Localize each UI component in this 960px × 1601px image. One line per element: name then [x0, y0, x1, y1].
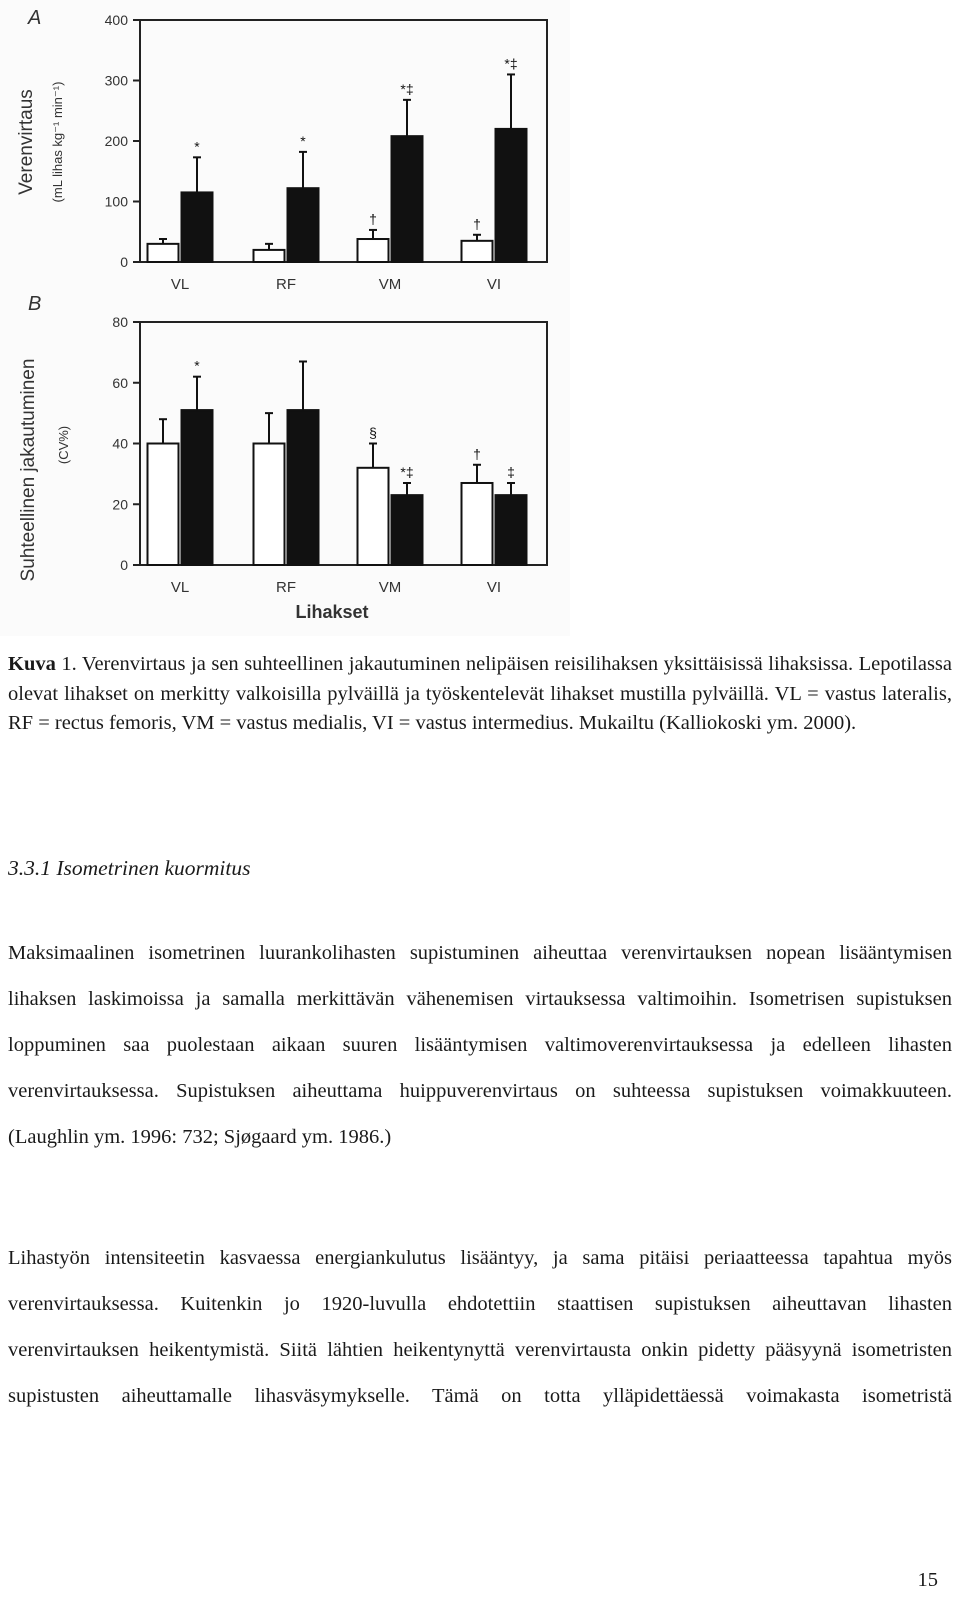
panel-b-x-tick-label: RF — [276, 579, 296, 596]
panel-b-bar — [392, 495, 423, 565]
panel-a-bar — [462, 241, 493, 262]
section-heading: 3.3.1 Isometrinen kuormitus — [8, 856, 251, 880]
panel-b-y-tick-label: 0 — [120, 557, 128, 573]
bar-chart-figure — [0, 0, 570, 636]
panel-b-x-tick-label: VL — [170, 579, 190, 596]
panel-b-bar — [254, 444, 285, 566]
panel-a-y-title: Verenvirtaus — [16, 89, 37, 195]
figure-caption — [8, 650, 952, 739]
panel-a-bar — [254, 250, 285, 262]
panel-a-y-unit: (mL lihas kg⁻¹ min⁻¹) — [50, 81, 65, 203]
panel-a-x-tick-label: VM — [378, 276, 402, 293]
panel-b-bar — [462, 483, 493, 565]
panel-b-y-title: Suhteellinen jakautuminen — [18, 358, 39, 582]
panel-a-y-tick-label: 300 — [104, 72, 128, 89]
panel-b-bar — [148, 444, 179, 566]
panel-a-significance-marker: † — [473, 215, 481, 232]
panel-b-y-tick-label: 60 — [112, 374, 128, 391]
caption-text: 1. Verenvirtaus ja sen suhteellinen jakautuminen nelipäisen reisilihaksen yksittäisissä lihaksissa. Lepotilassa olevat lihakset on merkitty valkoisilla pylväillä ja työskentelevät lihakset mustilla pylväillä. VL = vastus lateralis, RF = rectus femoris, VM = vastus medialis, VI = vastus intermedius. Mukailtu (Kalliokoski ym. 2000). — [8, 653, 952, 734]
paragraph-1: Maksimaalinen isometrinen luurankolihasten supistuminen aiheuttaa verenvirtauksen nopean lisääntymisen lihaksen laskimoissa ja samalla merkittävän vähenemisen virtauksessa valtimoihin. Isometrisen supistuksen loppuminen saa puolestaan aikaan suuren lisääntymisen valtimoverenvirtauksessa ja edelleen lihasten verenvirtauksessa. Supistuksen aiheuttama huippuverenvirtaus on suhteessa supistuksen voimakkuuteen. (Laughlin ym. 1996: 732; Sjøgaard ym. 1986.) — [8, 942, 952, 1148]
panel-b-bar — [496, 495, 527, 565]
figure — [0, 0, 570, 636]
panel-b-significance-marker: *‡ — [400, 463, 414, 480]
panel-b-y-unit: (CV%) — [56, 425, 71, 465]
panel-a-significance-marker: *‡ — [504, 55, 518, 72]
panel-b-significance-marker: § — [369, 424, 377, 441]
panel-b-significance-marker: † — [473, 445, 481, 462]
panel-a-x-tick-label: VL — [170, 276, 190, 293]
panel-b-y-tick-label: 80 — [112, 314, 128, 330]
panel-b-bar — [182, 410, 213, 565]
panel-a-bar — [182, 192, 213, 262]
paragraph-2: Lihastyön intensiteetin kasvaessa energiankulutus lisääntyy, ja sama pitäisi periaatteessa tapahtua myös verenvirtauksessa. Kuitenkin jo 1920-luvulla ehdotettiin staattisen supistuksen aiheuttavan lihasten verenvirtauksen heikentymistä. Siitä lähtien heikentynyttä verenvirtausta onkin pidetty pääsyynä isometristen supistusten aiheuttamalle lihasväsymykselle. Tämä on totta ylläpidettäessä voimakasta isometristä — [8, 1247, 952, 1407]
caption-lead: Kuva — [8, 653, 56, 675]
panel-b-x-tick-label: VI — [486, 579, 502, 596]
page-number: 15 — [917, 1569, 938, 1591]
panel-b-significance-marker: * — [194, 357, 200, 374]
panel-a-bar — [148, 244, 179, 262]
panel-a-y-tick-label: 100 — [104, 193, 128, 210]
panel-b-significance-marker: ‡ — [507, 463, 515, 480]
panel-a-bar — [392, 136, 423, 262]
panel-a-significance-marker: * — [194, 138, 200, 155]
panel-a-x-tick-label: RF — [276, 276, 296, 293]
panel-a-bar — [288, 188, 319, 262]
panel-a-y-tick-label: 0 — [120, 254, 128, 270]
panel-b-y-tick-label: 40 — [112, 435, 128, 452]
panel-a-y-tick-label: 200 — [104, 133, 128, 149]
panel-a-letter: A — [28, 7, 42, 29]
x-axis-title: Lihakset — [295, 602, 369, 622]
panel-a-bar — [358, 239, 389, 262]
panel-a-significance-marker: *‡ — [400, 80, 414, 97]
panel-b-bar — [288, 410, 319, 565]
panel-a-significance-marker: * — [300, 132, 306, 149]
panel-b-letter: B — [28, 293, 42, 315]
panel-b-y-tick-label: 20 — [112, 496, 128, 513]
panel-a-x-tick-label: VI — [486, 276, 502, 293]
panel-a-y-tick-label: 400 — [104, 12, 128, 28]
panel-b-x-tick-label: VM — [378, 579, 402, 596]
panel-b-bar — [358, 468, 389, 565]
panel-a-bar — [496, 129, 527, 262]
panel-a-significance-marker: † — [369, 210, 377, 227]
